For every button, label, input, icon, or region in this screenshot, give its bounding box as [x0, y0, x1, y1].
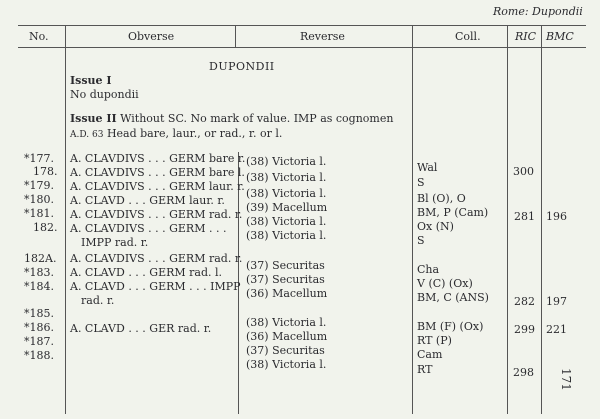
- row-reverse: (38) Victoria l.: [246, 358, 327, 371]
- row-coll: RT: [417, 363, 433, 376]
- row-coll: Ox (N): [417, 220, 454, 233]
- row-obverse: A. CLAVD . . . GERM rad. l.: [70, 266, 223, 279]
- header-bottom-rule: [18, 47, 586, 48]
- row-obverse: A. CLAVDIVS . . . GERM laur. r.: [70, 180, 245, 193]
- row-coll: BM, C (ANS): [417, 291, 489, 304]
- col-rule-obverse-head: [235, 25, 236, 47]
- issue2-heading: Issue II: [70, 112, 117, 125]
- issue2-desc1: Without SC. No mark of value. IMP as cognomen: [120, 112, 394, 125]
- row-obverse: A. CLAVDIVS . . . GERM bare r.: [70, 152, 246, 165]
- row-obverse-cont: rad. r.: [81, 294, 115, 307]
- running-head: Rome: Dupondii: [493, 5, 583, 18]
- row-coll: Cam: [417, 348, 443, 361]
- row-reverse: (37) Securitas: [246, 259, 325, 272]
- table-top-rule: [18, 25, 586, 26]
- row-no: 178.: [33, 165, 58, 178]
- row-reverse: (36) Macellum: [246, 330, 328, 343]
- issue2-line2: [70, 127, 282, 140]
- row-coll: V (C) (Ox): [417, 277, 473, 290]
- col-rule-ric: [541, 25, 542, 414]
- row-reverse: (36) Macellum: [246, 287, 328, 300]
- row-obverse: A. CLAVD . . . GERM laur. r.: [70, 194, 225, 207]
- row-bmc: 196: [546, 210, 567, 223]
- row-no: *188.: [24, 349, 54, 362]
- header-ric: RIC: [515, 30, 537, 43]
- row-reverse: (39) Macellum: [246, 201, 328, 214]
- header-obverse: Obverse: [128, 30, 175, 43]
- row-coll: Cha: [417, 263, 440, 276]
- page-number: 171: [559, 368, 573, 391]
- row-no: *179.: [24, 179, 54, 192]
- header-bmc: BMC: [546, 30, 574, 43]
- row-reverse: (38) Victoria l.: [246, 171, 327, 184]
- col-rule-no: [65, 25, 66, 414]
- issue1-note: No dupondii: [70, 88, 139, 101]
- row-ric: 281: [514, 210, 535, 223]
- row-ric: 300: [513, 165, 534, 178]
- col-rule-coll: [507, 25, 508, 414]
- row-coll: BM, P (Cam): [417, 206, 489, 219]
- row-no: *187.: [24, 335, 54, 348]
- row-reverse: (38) Victoria l.: [246, 229, 327, 242]
- header-no: No.: [29, 30, 49, 43]
- header-coll: Coll.: [455, 30, 481, 43]
- row-coll: S: [417, 176, 425, 189]
- row-reverse: (38) Victoria l.: [246, 316, 327, 329]
- issue1-heading: Issue I: [70, 74, 112, 87]
- row-no: *180.: [24, 193, 54, 206]
- row-ric: 298: [513, 366, 534, 379]
- row-reverse: (37) Securitas: [246, 273, 325, 286]
- issue2-desc2: Head bare, laur., or rad., r. or l.: [106, 127, 283, 140]
- row-coll: RT (P): [417, 334, 452, 347]
- row-obverse: A. CLAVDIVS . . . GERM rad. r.: [70, 252, 243, 265]
- row-no: *186.: [24, 321, 54, 334]
- row-no: *185.: [24, 307, 54, 320]
- row-ric: 282: [514, 295, 535, 308]
- row-obverse: A. CLAVDIVS . . . GERM bare l.: [70, 166, 245, 179]
- row-obverse: A. CLAVDIVS . . . GERM rad. r.: [70, 208, 243, 221]
- issue2-date: A.D. 63: [70, 130, 104, 140]
- issue2-line1: [70, 112, 393, 125]
- row-no: *184.: [24, 280, 54, 293]
- row-no: 182.: [33, 221, 58, 234]
- row-obverse-cont: IMPP rad. r.: [81, 236, 149, 249]
- row-bmc: 197: [546, 295, 567, 308]
- row-no: *177.: [24, 152, 54, 165]
- row-obverse: A. CLAVD . . . GER rad. r.: [70, 322, 212, 335]
- row-no: *181.: [24, 207, 54, 220]
- row-no: *183.: [24, 266, 54, 279]
- row-reverse: (38) Victoria l.: [246, 215, 327, 228]
- row-no: 182A.: [24, 252, 57, 265]
- row-bmc: 221: [546, 323, 567, 336]
- section-title: DUPONDII: [209, 60, 275, 73]
- row-coll: Bl (O), O: [417, 192, 466, 205]
- row-reverse: (38) Victoria l.: [246, 155, 327, 168]
- row-reverse: (38) Victoria l.: [246, 187, 327, 200]
- header-reverse: Reverse: [300, 30, 345, 43]
- row-reverse: (37) Securitas: [246, 344, 325, 357]
- col-rule-reverse: [412, 25, 413, 414]
- row-coll: S: [417, 234, 425, 247]
- row-obverse: A. CLAVDIVS . . . GERM . . .: [70, 222, 227, 235]
- row-obverse: A. CLAVD . . . GERM . . . IMPP: [70, 280, 241, 293]
- row-ric: 299: [514, 323, 535, 336]
- row-coll: BM (F) (Ox): [417, 320, 484, 333]
- row-coll: Wal: [417, 161, 438, 174]
